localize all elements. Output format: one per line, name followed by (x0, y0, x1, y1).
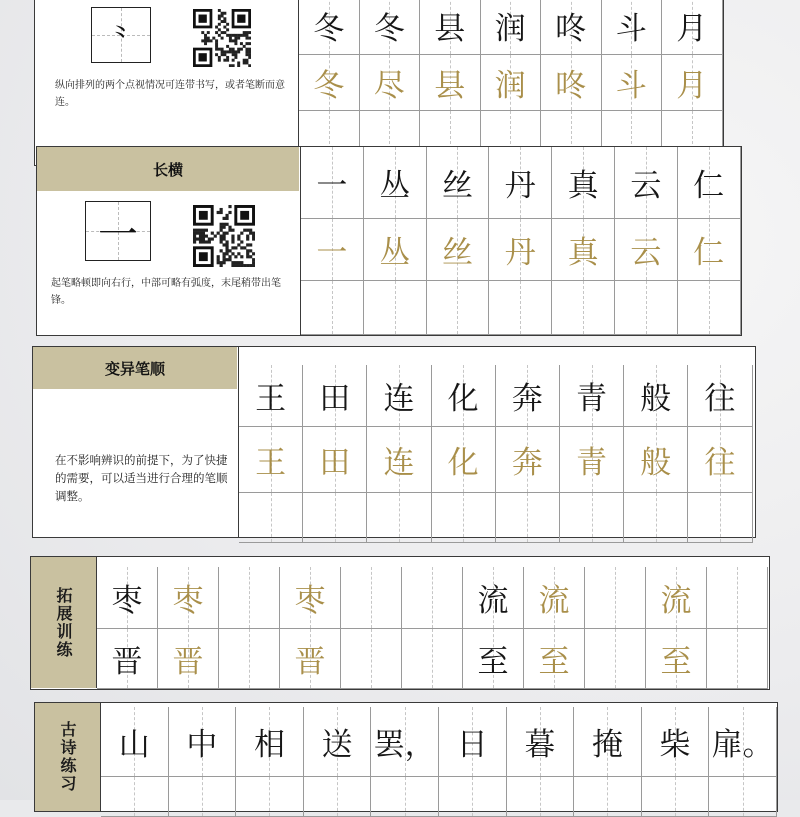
poem-char-cell: 扉。 (709, 707, 777, 777)
blank-cell[interactable] (219, 629, 280, 689)
blank-cell[interactable] (439, 777, 507, 817)
poem-char-cell: 暮 (507, 707, 575, 777)
practice-grid (101, 707, 777, 817)
trace-cell: 县 (420, 55, 481, 111)
trace-cell: 流 (524, 567, 585, 629)
blank-cell[interactable] (371, 777, 439, 817)
poem-char-cell: 柴 (642, 707, 710, 777)
trace-cell: 丹 (489, 219, 552, 281)
practice-grid (239, 365, 755, 543)
trace-cell: 月 (662, 55, 723, 111)
blank-cell[interactable] (585, 629, 646, 689)
char-cell: 连 (367, 365, 431, 427)
trace-cell: 枣 (158, 567, 219, 629)
trace-cell: 田 (303, 427, 367, 493)
char-cell: 咚 (541, 0, 602, 55)
char-cell: 奔 (496, 365, 560, 427)
blank-cell[interactable] (642, 777, 710, 817)
section-title: 变异笔顺 (33, 347, 237, 389)
char-cell: 丝 (427, 147, 490, 219)
char-cell: 润 (481, 0, 542, 55)
blank-cell[interactable] (101, 777, 169, 817)
char-cell: 田 (303, 365, 367, 427)
section-info (35, 0, 299, 165)
sample-stroke-glyph: 一 (98, 211, 138, 258)
blank-cell[interactable] (707, 629, 768, 689)
blank-cell[interactable] (432, 493, 496, 543)
trace-cell: 化 (432, 427, 496, 493)
char-cell: 斗 (602, 0, 663, 55)
char-cell: 丹 (489, 147, 552, 219)
section-title: 古诗练习 (35, 703, 101, 811)
trace-cell: 王 (239, 427, 303, 493)
trace-cell: 往 (688, 427, 752, 493)
trace-cell: 斗 (602, 55, 663, 111)
char-cell: 般 (624, 365, 688, 427)
qr-code-icon (193, 9, 251, 67)
blank-cell[interactable] (303, 493, 367, 543)
poem-char-cell: 山 (101, 707, 169, 777)
char-cell: 县 (420, 0, 481, 55)
sample-stroke-box (85, 201, 151, 261)
blank-cell[interactable] (707, 567, 768, 629)
blank-cell[interactable] (402, 567, 463, 629)
section-title: 长横 (37, 147, 299, 191)
char-cell: 云 (615, 147, 678, 219)
poem-char-cell: 罢， (371, 707, 439, 777)
blank-cell[interactable] (624, 493, 688, 543)
char-cell: 月 (662, 0, 723, 55)
blank-cell[interactable] (402, 629, 463, 689)
blank-cell[interactable] (239, 493, 303, 543)
stroke-section-dots (34, 0, 724, 166)
blank-cell[interactable] (341, 567, 402, 629)
poem-char-cell: 送 (304, 707, 372, 777)
blank-cell[interactable] (560, 493, 624, 543)
blank-cell[interactable] (301, 281, 364, 335)
char-cell: 丛 (364, 147, 427, 219)
trace-cell: 流 (646, 567, 707, 629)
trace-cell: 尽 (360, 55, 421, 111)
poem-char-cell: 相 (236, 707, 304, 777)
char-cell: 王 (239, 365, 303, 427)
trace-cell: 冬 (299, 55, 360, 111)
blank-cell[interactable] (688, 493, 752, 543)
char-cell: 仁 (678, 147, 741, 219)
trace-cell: 连 (367, 427, 431, 493)
practice-grid-row-1 (97, 567, 769, 689)
blank-cell[interactable] (615, 281, 678, 335)
sample-stroke-box (91, 7, 151, 63)
stroke-order-note: 在不影响辨识的前提下，为了快捷的需要，可以适当进行合理的笔顺调整。 (55, 453, 228, 503)
blank-cell[interactable] (574, 777, 642, 817)
char-cell: 一 (301, 147, 364, 219)
char-cell: 流 (463, 567, 524, 629)
blank-cell[interactable] (678, 281, 741, 335)
blank-cell[interactable] (367, 493, 431, 543)
trace-cell: 丛 (364, 219, 427, 281)
trace-cell: 枣 (280, 567, 341, 629)
poem-char-cell: 中 (169, 707, 237, 777)
blank-cell[interactable] (341, 629, 402, 689)
trace-cell: 咚 (541, 55, 602, 111)
char-cell: 真 (552, 147, 615, 219)
blank-cell[interactable] (709, 777, 777, 817)
blank-cell[interactable] (585, 567, 646, 629)
section-title: 拓展训练 (31, 557, 97, 688)
blank-cell[interactable] (552, 281, 615, 335)
blank-cell[interactable] (489, 281, 552, 335)
stroke-note: 起笔略顿即向右行，中部可略有弧度，末尾稍带出笔锋。 (51, 278, 281, 306)
trace-cell: 真 (552, 219, 615, 281)
char-cell: 冬 (299, 0, 360, 55)
stroke-note: 纵向排列的两个点视情况可连带书写，或者笔断而意连。 (55, 80, 285, 108)
char-cell: 化 (432, 365, 496, 427)
char-cell: 冬 (360, 0, 421, 55)
blank-cell[interactable] (236, 777, 304, 817)
stroke-order-section (32, 346, 756, 538)
blank-cell[interactable] (169, 777, 237, 817)
blank-cell[interactable] (427, 281, 490, 335)
section-info (37, 147, 301, 335)
sample-stroke-glyph: ⺀ (107, 22, 134, 53)
char-cell: 往 (688, 365, 752, 427)
trace-cell: 晋 (280, 629, 341, 689)
trace-cell: 丝 (427, 219, 490, 281)
poem-char-cell: 掩 (574, 707, 642, 777)
extension-practice-section (30, 556, 770, 690)
stroke-section-long-horizontal (36, 146, 742, 336)
trace-cell: 般 (624, 427, 688, 493)
char-cell: 青 (560, 365, 624, 427)
section-info (33, 347, 239, 537)
trace-cell: 青 (560, 427, 624, 493)
char-cell: 晋 (97, 629, 158, 689)
trace-cell: 仁 (678, 219, 741, 281)
poem-practice-section (34, 702, 778, 812)
char-cell: 至 (463, 629, 524, 689)
trace-cell: 一 (301, 219, 364, 281)
trace-cell: 晋 (158, 629, 219, 689)
blank-cell[interactable] (364, 281, 427, 335)
trace-cell: 润 (481, 55, 542, 111)
qr-code-icon (193, 205, 255, 267)
blank-cell[interactable] (507, 777, 575, 817)
char-cell: 枣 (97, 567, 158, 629)
practice-grid (301, 147, 741, 335)
poem-char-cell: 日 (439, 707, 507, 777)
blank-cell[interactable] (304, 777, 372, 817)
trace-cell: 至 (524, 629, 585, 689)
trace-cell: 云 (615, 219, 678, 281)
trace-cell: 至 (646, 629, 707, 689)
blank-cell[interactable] (496, 493, 560, 543)
blank-cell[interactable] (219, 567, 280, 629)
practice-grid (299, 0, 723, 165)
trace-cell: 奔 (496, 427, 560, 493)
